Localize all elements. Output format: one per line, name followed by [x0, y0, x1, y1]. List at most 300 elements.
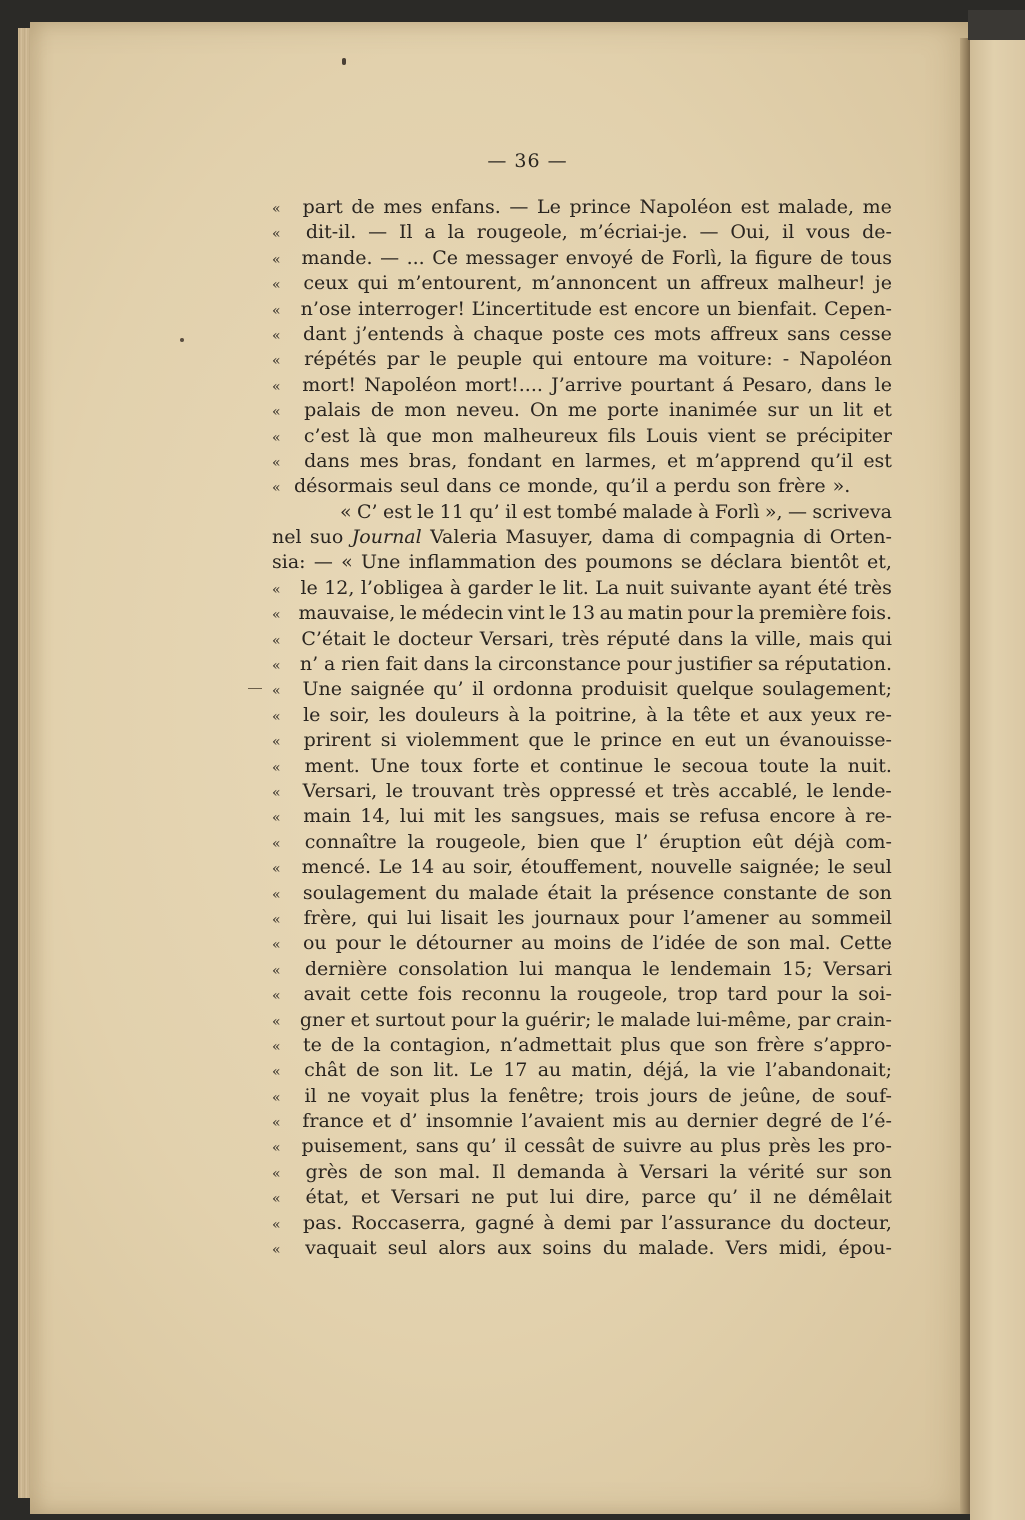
word: et, [867, 551, 892, 574]
word: Une [302, 678, 343, 701]
word: Ce [432, 246, 459, 269]
word: aux [767, 703, 803, 726]
word: il [472, 678, 485, 701]
word: poitrine, [555, 703, 638, 726]
text-line [272, 1211, 892, 1236]
word: qu’ [469, 500, 500, 523]
word: Pesaro, [741, 373, 813, 396]
word: la [819, 754, 838, 777]
word: Versari, [479, 627, 555, 650]
word: seul [387, 1237, 428, 1260]
word: a [424, 221, 436, 244]
word: fenêtre; [508, 1084, 585, 1107]
word: chaque [473, 322, 544, 345]
word: messager [465, 246, 559, 269]
quote-mark: « [272, 632, 281, 649]
quote-mark: « [272, 734, 281, 751]
word: fois. [851, 602, 892, 625]
word: lui [519, 957, 544, 980]
word: Napoléon [364, 373, 457, 396]
text-line [272, 754, 892, 779]
word: son [858, 881, 892, 904]
word: Le [537, 196, 561, 218]
word: me [862, 196, 892, 218]
quote-mark: « [272, 1115, 281, 1132]
text-line [272, 881, 892, 906]
text-line [272, 728, 892, 753]
facing-page-edge [970, 40, 1025, 1520]
text-line [272, 1008, 892, 1033]
word: monde, [527, 475, 599, 498]
word: très [502, 779, 541, 802]
text-line [272, 1109, 892, 1134]
word: — [380, 246, 400, 269]
ink-speck [342, 58, 346, 65]
body-text [272, 195, 892, 1261]
word: de [330, 1033, 355, 1056]
word: la [831, 983, 849, 1006]
word: lui [399, 805, 425, 828]
word: Versari [391, 1186, 460, 1209]
word: pourtant [630, 373, 715, 396]
word: mais [614, 805, 660, 828]
word: de [591, 1135, 616, 1158]
word: - [782, 348, 790, 371]
word: lui [406, 906, 432, 929]
word: le [642, 957, 660, 980]
word: son [394, 1160, 428, 1183]
text-line [272, 322, 892, 347]
word: tard [727, 983, 768, 1006]
word: frère, [303, 906, 358, 929]
word: palais [304, 399, 361, 422]
word: Versari, [302, 779, 378, 802]
word: plus [720, 1135, 761, 1158]
text-line [272, 424, 892, 449]
word: — [509, 196, 529, 218]
word: au [441, 856, 466, 879]
word: sur [767, 399, 799, 422]
word: pour [628, 906, 674, 929]
word: encore [769, 805, 836, 828]
word: ce [498, 475, 521, 498]
text-line [272, 297, 892, 322]
word: m’annoncent [531, 272, 658, 295]
word: forte [473, 754, 520, 777]
word: rougeole, [577, 983, 669, 1006]
text-line [272, 677, 892, 702]
word: se [680, 551, 702, 574]
word: fois [417, 983, 453, 1006]
word: le [539, 576, 557, 599]
word: mencé. [301, 856, 371, 879]
word: détourner [415, 932, 513, 955]
word: ordonna [492, 678, 573, 701]
word: au [778, 906, 802, 929]
word: lisait [440, 906, 488, 929]
word: mit [433, 805, 466, 828]
word: violemment [406, 729, 519, 752]
word: qu’ [466, 1135, 497, 1158]
word: affreux [700, 272, 769, 295]
quote-mark: « [272, 937, 281, 954]
word: l’amener [683, 906, 769, 929]
word: dans [820, 373, 867, 396]
word: Forlì [714, 500, 760, 523]
word: mots [654, 322, 701, 345]
word: Il [398, 221, 413, 244]
word: le [373, 627, 391, 650]
word: et [666, 449, 686, 472]
quote-mark: « [272, 251, 281, 268]
word: médecin [421, 602, 504, 625]
word: qu’il [605, 475, 649, 498]
word: qu’ [707, 1186, 738, 1209]
text-line [272, 779, 892, 804]
word: la [737, 602, 755, 625]
quote-mark: « [272, 708, 281, 725]
word: et [530, 754, 549, 777]
word: consolation [398, 957, 509, 980]
word: douleurs [414, 703, 500, 726]
word: pour [451, 1008, 497, 1031]
word: déclara [710, 551, 783, 574]
word: eut [704, 729, 736, 752]
word: oppressé [549, 779, 636, 802]
cover-edge [968, 10, 1025, 40]
word: il [749, 1186, 762, 1209]
word: encore [633, 297, 700, 320]
word: entoure [572, 348, 649, 371]
word: se [669, 805, 691, 828]
word: gagné [475, 1211, 535, 1234]
word: le [385, 779, 404, 802]
text-line [272, 271, 892, 296]
word: á [722, 373, 734, 396]
word: constante [723, 881, 818, 904]
word: grès [305, 1160, 348, 1183]
word: mort! [302, 373, 356, 396]
text-line [272, 1058, 892, 1083]
word: tête [693, 703, 731, 726]
text-line [272, 220, 892, 245]
word: malheureux [483, 424, 598, 447]
word: suo [309, 526, 344, 549]
text-line [272, 1033, 892, 1058]
word: seul [852, 856, 892, 879]
word: mais [808, 627, 855, 650]
word: présence [626, 881, 715, 904]
word: c’est [303, 424, 350, 447]
word: 11 [439, 500, 464, 523]
word: qui [861, 627, 892, 650]
word: mis [612, 1110, 647, 1133]
word: envoyé [565, 246, 634, 269]
word: se [765, 424, 787, 447]
word: parce [641, 1186, 697, 1209]
word: connaître [304, 830, 397, 853]
word: du [602, 1237, 628, 1260]
word: à [449, 576, 462, 599]
word: sia: [272, 551, 306, 574]
word: lit. [562, 576, 589, 599]
word: au [599, 602, 624, 625]
word: mal. [438, 1160, 481, 1183]
word: manqua [554, 957, 632, 980]
word: surtout [375, 1008, 446, 1031]
word: sur [815, 1160, 848, 1183]
word: pour [335, 932, 381, 955]
word: l’abandonait; [765, 1059, 892, 1082]
word: de [826, 881, 850, 904]
word: et [372, 1110, 392, 1133]
word: crain- [836, 1008, 892, 1031]
word: que [589, 830, 626, 853]
word: soulagement [302, 881, 427, 904]
quote-mark: « [272, 1216, 281, 1233]
word: me [567, 399, 598, 422]
word: dans [423, 653, 469, 676]
word: demi [563, 1211, 611, 1234]
word: la [528, 703, 547, 726]
word: au [537, 1059, 562, 1082]
word: que [669, 1033, 706, 1056]
word: mes [359, 449, 399, 472]
word: degré [766, 1110, 823, 1133]
word: avait [303, 983, 351, 1006]
word: suivre [622, 1135, 682, 1158]
word: le [300, 576, 318, 599]
word: enfans. [430, 196, 501, 218]
word: de- [862, 221, 892, 244]
text-line [272, 449, 892, 474]
word: rien [341, 653, 380, 676]
word: continue [559, 754, 644, 777]
word: frère [777, 475, 826, 498]
word: Napoléon [799, 348, 892, 371]
word: docteur, [813, 1211, 892, 1234]
word: a [323, 653, 336, 676]
word: son [746, 932, 781, 955]
text-line [272, 246, 892, 271]
word: la [699, 1059, 718, 1082]
quote-mark: « [272, 277, 281, 294]
word: frère [756, 1033, 805, 1056]
word: qu’il [810, 449, 854, 472]
word: sa [757, 653, 780, 676]
text-line [272, 474, 892, 499]
word: la [501, 1008, 520, 1031]
word: est [598, 297, 628, 320]
text-line [272, 830, 892, 855]
word: inflammation [408, 551, 536, 574]
word: lendemain [670, 957, 772, 980]
word: dans [304, 449, 350, 472]
word: de [356, 1059, 380, 1082]
word: tous [850, 246, 892, 269]
word: poste [552, 322, 605, 345]
word: au [521, 932, 545, 955]
word: les [818, 1135, 846, 1158]
text-line [272, 347, 892, 372]
word: soulagement; [762, 678, 892, 701]
word: tombé [556, 500, 618, 523]
word: fils [607, 424, 637, 447]
word: poumons [585, 551, 673, 574]
quote-mark: « [272, 404, 281, 421]
word: sommeil [811, 906, 892, 929]
word: fait [385, 653, 418, 676]
word: alors [438, 1237, 486, 1260]
word: m’écriai-je. [579, 221, 688, 244]
word: Forlì, [671, 246, 723, 269]
word: trop [677, 983, 718, 1006]
word: malade. [638, 1237, 715, 1260]
word: reconnu [461, 983, 541, 1006]
text-line [272, 398, 892, 423]
word: l’é- [862, 1110, 892, 1133]
text-line [272, 195, 892, 220]
word: di [662, 526, 682, 549]
word: dans [446, 475, 492, 498]
word: journaux [534, 906, 620, 929]
text-line [272, 957, 892, 982]
word: vie [727, 1059, 756, 1082]
word: bien [537, 830, 580, 853]
word: pour [626, 653, 672, 676]
word: la [600, 881, 618, 904]
word: est [740, 196, 770, 218]
text-line [272, 525, 892, 550]
word: les [474, 805, 502, 828]
word: de [351, 196, 375, 218]
word: te [303, 1033, 322, 1056]
word: C’ [357, 500, 378, 523]
word: Versari [639, 1160, 709, 1183]
word: Une [370, 754, 410, 777]
word: matin [627, 602, 684, 625]
word: C’était [301, 627, 366, 650]
word: évanouisse- [779, 729, 892, 752]
text-line [272, 652, 892, 677]
word: la [550, 983, 568, 1006]
text-line [272, 550, 892, 575]
word: le [549, 602, 567, 625]
word: pas. [302, 1211, 343, 1234]
word: la [666, 703, 684, 726]
word: réputation. [784, 653, 892, 676]
text-line [272, 627, 892, 652]
word: dama [601, 526, 655, 549]
word: toux [420, 754, 463, 777]
word: l’obligea [360, 576, 444, 599]
word: com- [845, 830, 892, 853]
word: de [620, 932, 644, 955]
word: 13 [570, 602, 596, 625]
word: 12, [324, 576, 355, 599]
text-line [272, 804, 892, 829]
text-line [272, 931, 892, 956]
quote-mark: « [272, 480, 281, 497]
word: J’arrive [551, 373, 623, 396]
word: à [508, 703, 520, 726]
word: ma [658, 348, 688, 371]
word: Roccaserra, [351, 1211, 467, 1234]
text-line [272, 1134, 892, 1159]
quote-mark: « [272, 784, 281, 801]
word: put [506, 1186, 539, 1209]
word: que [528, 729, 565, 752]
quote-mark: « [272, 353, 281, 370]
word: bienfait. [737, 297, 818, 320]
word: ». [832, 475, 851, 498]
word: il [504, 1135, 517, 1158]
quote-mark: « [272, 327, 281, 344]
word: malade [468, 881, 539, 904]
word: et [873, 399, 892, 422]
word: qui [357, 272, 388, 295]
word: en [671, 729, 696, 752]
word: malade, [777, 196, 855, 218]
word: était [547, 881, 592, 904]
word: au [689, 1135, 714, 1158]
text-line [272, 576, 892, 601]
word: moins [553, 932, 612, 955]
word: ne [773, 1186, 797, 1209]
word: soi- [858, 983, 892, 1006]
word: répétés [304, 348, 377, 371]
word: Une [360, 551, 401, 574]
word: le [653, 754, 672, 777]
word: le [573, 729, 591, 752]
word: seul [399, 475, 440, 498]
word: le [597, 1008, 615, 1031]
word: sangsues, [510, 805, 606, 828]
quote-mark: « [272, 378, 281, 395]
word: le [399, 602, 418, 625]
word: épou- [838, 1237, 892, 1260]
word: m’entourent, [397, 272, 523, 295]
word: — [787, 500, 807, 523]
word: prince [569, 196, 631, 218]
word: mort!.... [464, 373, 543, 396]
word: « [341, 551, 353, 574]
text-line [272, 500, 892, 525]
word: malade [620, 1008, 691, 1031]
word: le [874, 373, 892, 396]
word: plus [429, 1084, 470, 1107]
word: le [416, 500, 435, 523]
word: de [830, 1110, 854, 1133]
word: inanimée [668, 399, 758, 422]
word: par [386, 348, 420, 371]
word: di [803, 526, 822, 549]
quote-mark: « [272, 1089, 281, 1106]
word: son [737, 475, 771, 498]
text-line [272, 982, 892, 1007]
word: près [768, 1135, 811, 1158]
quote-mark: « [272, 759, 281, 776]
word: la [474, 653, 493, 676]
word: pour [776, 983, 822, 1006]
margin-mark [248, 688, 262, 689]
word: 14, [360, 805, 391, 828]
word: la [480, 1084, 498, 1107]
word: guérir; [525, 1008, 592, 1031]
word: cessât [524, 1135, 585, 1158]
word: affreux [709, 322, 779, 345]
word: il [782, 221, 795, 244]
